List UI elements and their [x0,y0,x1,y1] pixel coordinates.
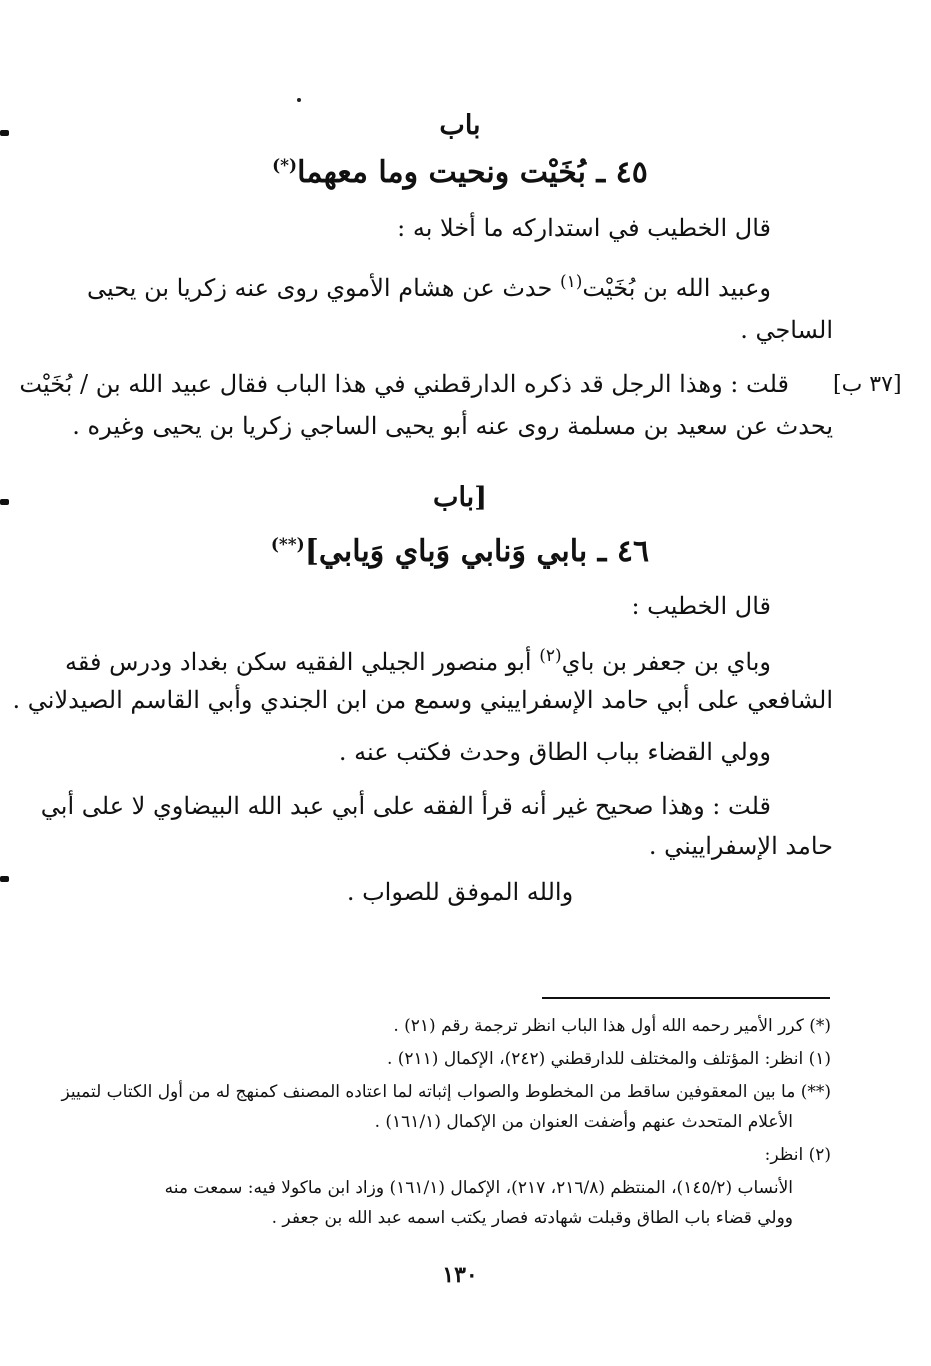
intro-line: قال الخطيب : [631,592,771,620]
comment-line: قلت : وهذا الرجل قد ذكره الدارقطني في هذا الباب فقال عبيد الله بن / بُخَيْت [19,370,789,398]
footnote-continuation: الأنساب (١٤٥/٢)، المنتظم (٢١٦/٨، ٢١٧)، الإكمال (١٦١/١) وزاد ابن ماكولا فيه: سمعت منه [164,1178,793,1198]
scan-dot-mark [297,98,301,102]
comment-line: قلت : وهذا صحيح غير أنه قرأ الفقه على أبي عبد الله البيضاوي لا على أبي [40,792,771,820]
comment-line: يحدث عن سعيد بن مسلمة روى عنه أبو يحيى الساجي زكريا بن يحيى وغيره . [72,412,833,440]
footnote-continuation: الأعلام المتحدث عنهم وأضفت العنوان من الإكمال (١٦١/١) . [374,1112,793,1132]
chapter-label: باب [439,110,481,141]
entry-line: الساجي . [740,316,833,344]
entry-line [65,648,771,676]
footnote-ref: (*) [272,156,298,176]
chapter-title [90,155,830,190]
chapter-label: [باب [433,482,487,513]
footnote-separator [542,997,830,999]
folio-marker: [٣٧ ب] [833,372,902,397]
scan-edge-mark [0,130,9,136]
scan-edge-mark [0,499,9,505]
footnote-ref: (**) [270,535,305,555]
footnote-ref: (٢) [539,646,562,666]
chapter-title-text: ٤٦ ـ بابي وَنابي وَباي وَيابي] [304,534,650,569]
entry-text: حدث عن هشام الأموي روى عنه زكريا بن يحيى [87,274,560,302]
entry-text: وعبيد الله بن بُخَيْت [582,274,771,302]
entry-line: وولي القضاء بباب الطاق وحدث فكتب عنه . [338,738,771,766]
chapter-title-text: ٤٥ ـ بُخَيْت ونحيت وما معهما [297,155,648,190]
closing-line: والله الموفق للصواب . [346,878,574,906]
entry-text: أبو منصور الجيلي الفقيه سكن بغداد ودرس فقه [65,648,540,676]
footnote: (١) انظر: المؤتلف والمختلف للدارقطني (٢٤٢)، الإكمال (٢١١) . [386,1049,831,1069]
entry-text: وباي بن جعفر بن باي [561,648,771,676]
comment-line: حامد الإسفراييني . [648,832,833,860]
intro-line: قال الخطيب في استداركه ما أخلا به : [397,214,771,242]
page-number: ١٣٠ [442,1262,478,1288]
footnote: (٢) انظر: [764,1145,831,1165]
footnote-continuation: وولي قضاء باب الطاق وقبلت شهادته فصار يكتب اسمه عبد الله بن جعفر . [271,1208,793,1228]
footnote: (*) كرر الأمير رحمه الله أول هذا الباب انظر ترجمة رقم (٢١) . [393,1016,831,1036]
entry-line [87,274,771,302]
footnote-ref: (١) [559,272,583,292]
footnote: (**) ما بين المعقوفين ساقط من المخطوط والصواب إثباته لما اعتاده المصنف كمنهج له من أول الكتاب لتمييز [61,1082,831,1102]
chapter-title [90,534,830,569]
scan-edge-mark [0,876,9,882]
entry-line: الشافعي على أبي حامد الإسفراييني وسمع من ابن الجندي وأبي القاسم الصيدلاني . [12,686,833,714]
